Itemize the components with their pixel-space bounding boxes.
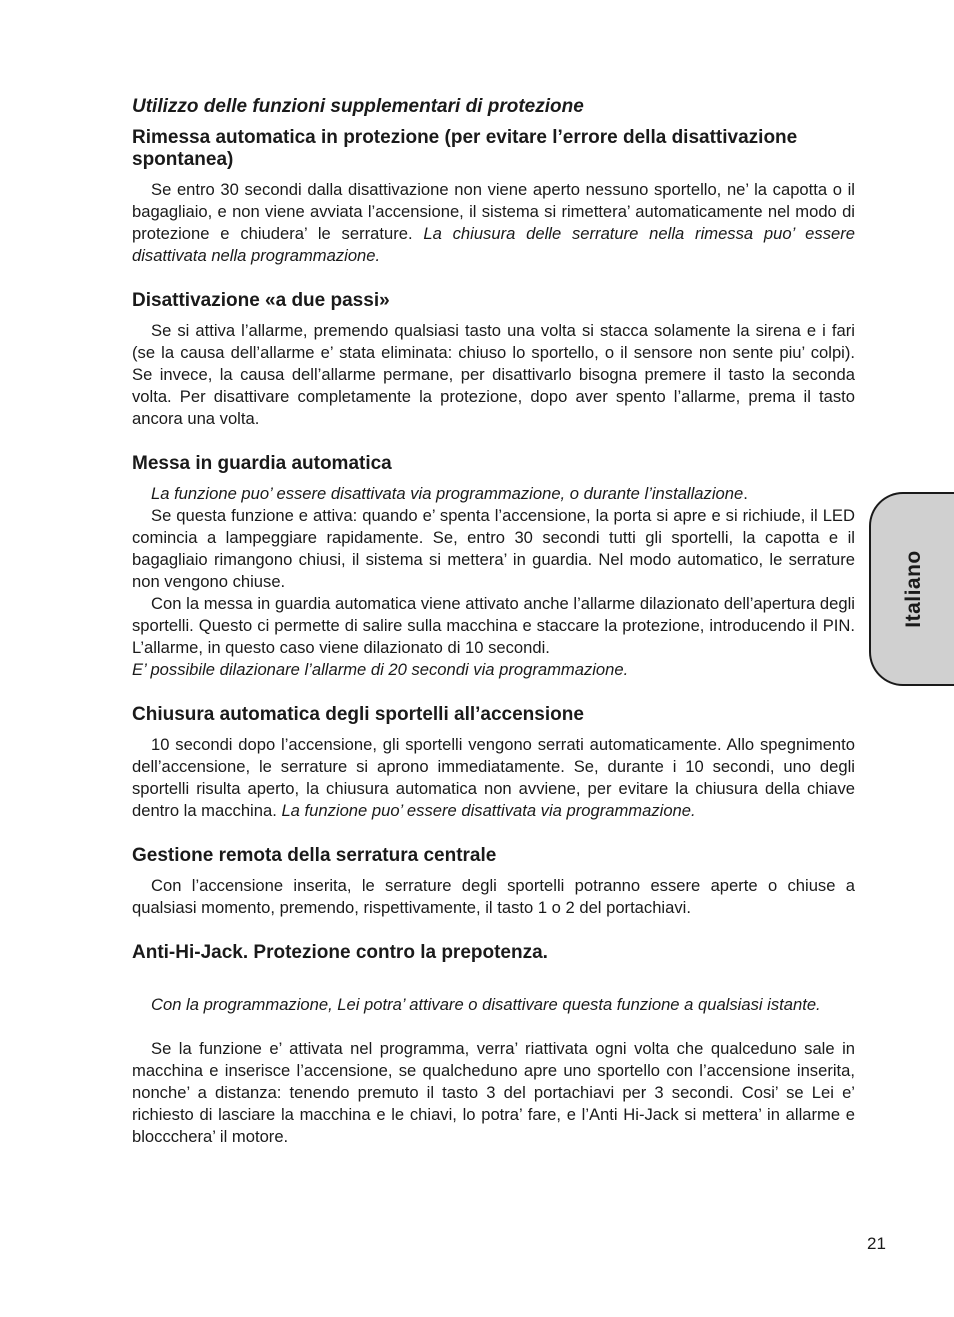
section-paragraph	[132, 483, 855, 505]
page-number: 21	[867, 1234, 886, 1253]
section-anti-hi-jack	[132, 942, 855, 1148]
page-title: Utilizzo delle funzioni supplementari di protezione	[132, 96, 584, 117]
page-body	[132, 96, 855, 1148]
section-paragraph: Se questa funzione e attiva: quando e’ spenta l’accensione, la porta si apre e si richiude, il LED comincia a lampeggiare rapidamente. Se, entro 30 secondi tutti gli sportelli, la capotta e il bagagliaio rimangono chiusi, il sistema si mettera’ in guardia. Nel modo automatico, le serrature non vengono chiuse.	[132, 506, 855, 591]
section-paragraph: Con l’accensione inserita, le serrature degli sportelli potranno essere aperte o chiuse a qualsiasi momento, premendo, rispettivamente, il tasto 1 o 2 del portachiavi.	[132, 876, 855, 917]
paragraph-italic-text: E’ possibile dilazionare l’allarme di 20 secondi via programmazione.	[132, 660, 629, 679]
section-heading: Messa in guardia automatica	[132, 453, 392, 474]
section-paragraph	[132, 734, 855, 822]
section-heading: Chiusura automatica degli sportelli all’accensione	[132, 704, 584, 725]
paragraph-italic-text: La funzione puo’ essere disattivata via programmazione.	[281, 801, 696, 820]
section-gestione-remota	[132, 845, 855, 919]
language-tab	[869, 492, 954, 686]
paragraph-text: Se entro 30 secondi dalla disattivazione non viene aperto nessuno sportello, ne’ la capotta o il bagagliaio, e non viene avviata l’accensione, il sistema si rimettera’ automaticamente nel modo di protezione e chiudera’ le serrature.	[132, 180, 855, 243]
section-messa-in-guardia	[132, 453, 855, 681]
section-rimessa	[132, 127, 855, 267]
section-paragraph	[132, 179, 855, 267]
section-heading: Anti-Hi-Jack. Protezione contro la prepotenza.	[132, 942, 548, 963]
paragraph-italic-text: La funzione puo’ essere disattivata via programmazione, o durante l’installazione	[151, 484, 744, 503]
section-paragraph: Con la programmazione, Lei potra’ attivare o disattivare questa funzione a qualsiasi istante.	[151, 995, 821, 1014]
section-heading: Rimessa automatica in protezione (per evitare l’errore della disattivazione spontanea)	[132, 127, 798, 170]
section-paragraph: Se si attiva l’allarme, premendo qualsiasi tasto una volta si stacca solamente la sirena e i fari (se la causa dell’allarme e’ stata eliminata: chiuso lo sportello, o il sensore non sente piu’ colpi). Se invece, la causa dell’allarme permane, per disattivarlo bisogna premere il tasto la seconda volta. Per disattivare completamente la protezione, dopo aver spento l’allarme, prema il tasto ancora una volta.	[132, 321, 855, 428]
section-heading: Disattivazione «a due passi»	[132, 290, 390, 311]
section-disattivazione	[132, 290, 855, 430]
paragraph-italic-text: La chiusura delle serrature nella rimessa puo’ essere disattivata nella programmazione.	[132, 224, 855, 265]
paragraph-text: Con la messa in guardia automatica viene attivato anche l’allarme dilazionato dell’apertura degli sportelli. Questo ci permette di salire sulla macchina e staccare la protezione, introducendo il PIN. L’allarme, in questo caso viene dilazionato di 10 secondi.	[132, 594, 855, 657]
language-tab-label: Italiano	[901, 550, 925, 628]
section-chiusura-automatica	[132, 704, 855, 822]
paragraph-text: 10 secondi dopo l’accensione, gli sportelli vengono serrati automaticamente. Allo spegnimento dell’accensione, le serrature si aprono immediatamente. Se, durante i 10 secondi, uno degli sportelli risulta aperto, la chiusura automatica non avviene, per evitare la chiusura della chiave dentro la macchina.	[132, 735, 855, 820]
section-paragraph: Se la funzione e’ attivata nel programma, verra’ riattivata ogni volta che qualceduno sale in macchina e inserisce l’accensione, se qualcheduno apre uno sportello con l’accensione inserita, nonche’ a distanza: tenendo premuto il tasto 3 del portachiavi per 3 secondi. Cosi’ se Lei e’ richiesto di lasciare la macchina e le chiavi, lo potra’ fare, e l’Anti Hi-Jack si mettera’ in allarme e bloccchera’ il motore.	[132, 1039, 855, 1146]
paragraph-text: .	[743, 484, 748, 503]
section-heading: Gestione remota della serratura centrale	[132, 845, 497, 866]
section-paragraph	[132, 593, 855, 681]
